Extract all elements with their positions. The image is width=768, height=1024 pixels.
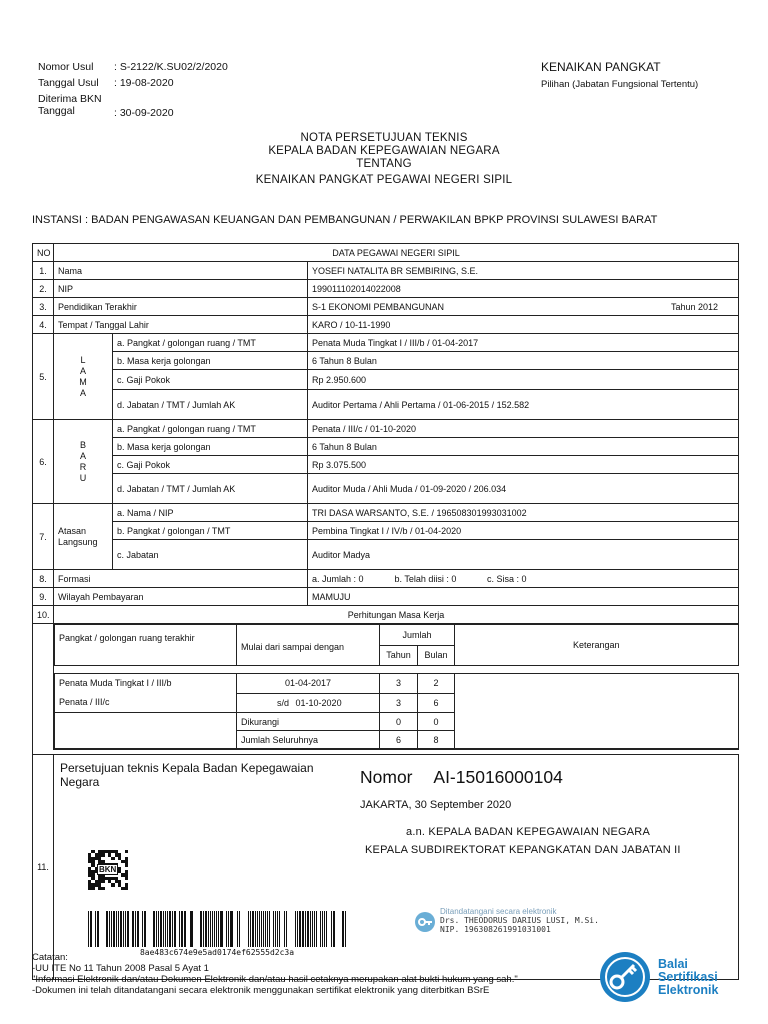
barcode-text: 8ae483c674e9e5ad0174ef62555d2c3a <box>139 948 295 957</box>
barcode-bar <box>342 911 344 947</box>
table-row <box>33 504 739 522</box>
mk-bulan-3: 0 <box>418 713 455 731</box>
data-header: DATA PEGAWAI NEGERI SIPIL <box>54 244 739 262</box>
mk-bulan-1: 2 <box>418 674 455 694</box>
barcode-bar <box>170 911 171 947</box>
barcode-bar <box>165 911 166 947</box>
bsre-text-2: Sertifikasi <box>658 969 718 984</box>
barcode-bar <box>305 911 306 947</box>
barcode-bar <box>241 911 242 947</box>
catatan-title: Catatan: <box>32 952 68 963</box>
barcode-bar <box>132 911 133 947</box>
catatan-line-1: -UU ITE No 11 Tahun 2008 Pasal 5 Ayat 1 <box>32 963 209 974</box>
row-label: c. Gaji Pokok <box>113 456 308 474</box>
row-no: 8. <box>33 570 54 588</box>
barcode-bar <box>246 911 247 947</box>
barcode-bar <box>203 911 204 947</box>
row-value: YOSEFI NATALITA BR SEMBIRING, S.E. <box>308 262 739 280</box>
barcode-bar <box>255 911 257 947</box>
row-value: Auditor Pertama / Ahli Pertama / 01-06-2015 / 152.582 <box>308 390 739 420</box>
row-label: NIP <box>54 280 308 298</box>
place-date: JAKARTA, 30 September 2020 <box>360 799 512 811</box>
barcode-bar <box>218 911 219 947</box>
mk-jumlah: Jumlah Seluruhnya <box>237 731 380 749</box>
barcode-bar <box>106 911 108 947</box>
barcode-bar <box>127 911 129 947</box>
barcode-bar <box>174 911 176 947</box>
barcode-bar <box>109 911 110 947</box>
masa-kerja-table <box>54 624 739 749</box>
barcode-bar <box>116 911 117 947</box>
table-row <box>55 674 739 694</box>
barcode-bar <box>336 911 337 947</box>
row-value <box>308 570 739 588</box>
barcode-bar <box>194 911 195 947</box>
barcode-bar <box>167 911 168 947</box>
nomor-usul-value: : S-2122/K.SU02/2/2020 <box>114 61 228 73</box>
jabatan-penandatangan: KEPALA SUBDIREKTORAT KEPANGKATAN DAN JABATAN II <box>365 844 681 856</box>
barcode-bar <box>212 911 213 947</box>
barcode-bar <box>181 911 182 947</box>
barcode-bar <box>331 911 332 947</box>
barcode-bar <box>318 911 319 947</box>
row-label: a. Pangkat / golongan ruang / TMT <box>113 420 308 438</box>
barcode-bar <box>230 911 231 947</box>
barcode-bar <box>279 911 281 947</box>
barcode-bar <box>95 911 96 947</box>
barcode <box>88 911 346 957</box>
bsre-text-3: Elektronik <box>658 982 719 997</box>
bsre-logo-icon <box>598 950 652 1004</box>
barcode-bar <box>137 911 139 947</box>
barcode-bar <box>224 911 225 947</box>
mk-header-tahun: Tahun <box>380 645 418 666</box>
barcode-bar <box>220 911 221 947</box>
mk-tahun-2: 3 <box>380 693 418 713</box>
tahun-lulus: Tahun 2012 <box>670 301 719 312</box>
barcode-bar <box>308 911 309 947</box>
table-row <box>33 316 739 334</box>
row-value: 6 Tahun 8 Bulan <box>308 352 739 370</box>
barcode-bar <box>314 911 315 947</box>
row-no: 5. <box>33 334 54 420</box>
row-label: Tempat / Tanggal Lahir <box>54 316 308 334</box>
bsre-key-icon <box>414 911 436 933</box>
barcode-bar <box>228 911 229 947</box>
barcode-bar <box>172 911 173 947</box>
barcode-bar <box>88 911 89 947</box>
barcode-bar <box>156 911 157 947</box>
table-row <box>33 298 739 316</box>
barcode-bar <box>100 911 101 947</box>
catatan-line-3: -Dokumen ini telah ditandatangani secara elektronik menggunakan sertifikat elektronik yang diterbitkan BSrE <box>32 985 490 996</box>
barcode-bar <box>163 911 164 947</box>
barcode-bar <box>130 911 131 947</box>
title-line-2: KEPALA BADAN KEPEGAWAIAN NEGARA <box>268 145 500 157</box>
an-kepala: a.n. KEPALA BADAN KEPEGAWAIAN NEGARA <box>406 826 650 838</box>
barcode-bar <box>234 911 236 947</box>
table-row <box>33 588 739 606</box>
mk-pangkat-cell <box>55 674 237 713</box>
mk-header-jumlah: Jumlah <box>380 625 455 646</box>
tanggal-usul-label: Tanggal Usul <box>38 77 99 89</box>
barcode-bar <box>295 911 297 947</box>
barcode-bar <box>113 911 115 947</box>
qr-bkn-label: BKN <box>99 865 117 874</box>
barcode-bar <box>120 911 121 947</box>
bsre-text-1: Balai <box>658 956 688 971</box>
barcode-bar <box>288 911 289 947</box>
barcode-bar <box>310 911 311 947</box>
catatan-line-2: "Informasi Elektronik dan/atau Dokumen Elektronik dan/atau hasil cetaknya merupakan alat bukti hukum yang sah." <box>32 974 518 985</box>
bsre-logo <box>598 950 718 1004</box>
barcode-bar <box>216 911 217 947</box>
barcode-bar <box>187 911 189 947</box>
barcode-bar <box>275 911 276 947</box>
lama-label: L A M A <box>54 334 113 420</box>
row-value: KARO / 10-11-1990 <box>308 316 739 334</box>
barcode-bar <box>196 911 198 947</box>
barcode-bar <box>281 911 283 947</box>
sig-name: Drs. THEODORUS DARIUS LUSI, M.Si. <box>440 916 599 925</box>
baru-label: B A R U <box>54 420 113 504</box>
barcode-bar <box>221 911 223 947</box>
barcode-bar <box>320 911 321 947</box>
row-no: 11. <box>33 755 54 980</box>
mk-header-bulan: Bulan <box>418 645 455 666</box>
title-line-3: TENTANG <box>356 158 412 170</box>
barcode-bar <box>263 911 264 947</box>
mk-tahun-3: 0 <box>380 713 418 731</box>
row-label: c. Gaji Pokok <box>113 370 308 390</box>
nomor <box>360 767 563 788</box>
barcode-bar <box>123 911 124 947</box>
persetujuan-text: Persetujuan teknis Kepala Badan Kepegawaian Negara <box>60 761 314 789</box>
mk-date-1: 01-04-2017 <box>237 674 380 694</box>
instansi: INSTANSI : BADAN PENGAWASAN KEUANGAN DAN PEMBANGUNAN / PERWAKILAN BPKP PROVINSI SULAWESI BARAT <box>32 214 658 226</box>
barcode-bar <box>208 911 210 947</box>
row-label: Formasi <box>54 570 308 588</box>
bsre-text <box>658 958 718 997</box>
mk-date-2 <box>237 693 380 713</box>
mk-header-keterangan: Keterangan <box>455 625 739 666</box>
masa-kerja-header: Perhitungan Masa Kerja <box>54 606 739 624</box>
row-value: 199011102014022008 <box>308 280 739 298</box>
barcode-bar <box>205 911 207 947</box>
row-label: d. Jabatan / TMT / Jumlah AK <box>113 390 308 420</box>
barcode-bar <box>284 911 285 947</box>
row-label: a. Pangkat / golongan ruang / TMT <box>113 334 308 352</box>
row-value: TRI DASA WARSANTO, S.E. / 196508301993031002 <box>308 504 739 522</box>
barcode-bar <box>267 911 268 947</box>
barcode-bar <box>104 911 105 947</box>
row-label: b. Masa kerja golongan <box>113 352 308 370</box>
barcode-bar <box>191 911 193 947</box>
mk-dikurangi: Dikurangi <box>237 713 380 731</box>
right-title: KENAIKAN PANGKAT <box>541 60 661 74</box>
table-row <box>33 262 739 280</box>
barcode-bar <box>286 911 288 947</box>
barcode-bar <box>140 911 142 947</box>
barcode-bar <box>190 911 191 947</box>
barcode-bar <box>210 911 211 947</box>
table-row <box>33 570 739 588</box>
row-no: 9. <box>33 588 54 606</box>
header-left <box>38 61 228 119</box>
mk-sd: s/d <box>277 697 290 708</box>
formasi-jumlah: a. Jumlah : 0 <box>312 573 364 584</box>
barcode-bar <box>322 911 323 947</box>
sig-nip: NIP. 196308261991031001 <box>440 925 551 934</box>
barcode-bar <box>214 911 215 947</box>
barcode-bar <box>158 911 160 947</box>
row-label: Wilayah Pembayaran <box>54 588 308 606</box>
barcode-bar <box>226 911 227 947</box>
barcode-bar <box>277 911 278 947</box>
row-value: MAMUJU <box>308 588 739 606</box>
barcode-bar <box>121 911 122 947</box>
barcode-bar <box>316 911 318 947</box>
barcode-bar <box>252 911 254 947</box>
atasan-label: Atasan Langsung <box>54 504 113 570</box>
barcode-bar <box>250 911 251 947</box>
mk-keterangan <box>455 674 739 749</box>
mk-bulan-4: 8 <box>418 731 455 749</box>
qr-module <box>125 887 128 890</box>
row-value: Penata Muda Tingkat I / III/b / 01-04-2017 <box>308 334 739 352</box>
table-row <box>33 755 739 980</box>
barcode-bar <box>179 911 180 947</box>
barcode-bar <box>97 911 99 947</box>
row-value: 6 Tahun 8 Bulan <box>308 438 739 456</box>
signature-cell <box>54 755 739 980</box>
barcode-bar <box>102 911 104 947</box>
mk-pangkat-2: Penata / III/c <box>59 697 110 707</box>
barcode-bar <box>237 911 238 947</box>
row-value: Rp 2.950.600 <box>308 370 739 390</box>
barcode-bar <box>90 911 92 947</box>
barcode-bar <box>333 911 335 947</box>
catatan <box>32 952 518 996</box>
formasi-diisi: b. Telah diisi : 0 <box>394 573 457 584</box>
barcode-bar <box>147 911 148 947</box>
table-row <box>33 334 739 352</box>
nomor-label: Nomor <box>360 767 413 787</box>
table-row <box>33 606 739 624</box>
row-label: c. Jabatan <box>113 540 308 570</box>
title-line-4: KENAIKAN PANGKAT PEGAWAI NEGERI SIPIL <box>255 174 513 186</box>
row-value: Penata / III/c / 01-10-2020 <box>308 420 739 438</box>
barcode-bar <box>125 911 126 947</box>
mk-tahun-4: 6 <box>380 731 418 749</box>
barcode-bars <box>88 911 346 947</box>
barcode-bar <box>118 911 119 947</box>
barcode-bar <box>297 911 298 947</box>
mk-date-2-value: 01-10-2020 <box>295 697 342 708</box>
right-subtitle: Pilihan (Jabatan Fungsional Tertentu) <box>541 79 699 90</box>
barcode-bar <box>290 911 292 947</box>
row-label: b. Masa kerja golongan <box>113 438 308 456</box>
row-no: 10. <box>33 606 54 624</box>
barcode-bar <box>169 911 170 947</box>
row-label: d. Jabatan / TMT / Jumlah AK <box>113 474 308 504</box>
tanggal-value: : 30-09-2020 <box>114 107 174 119</box>
barcode-bar <box>340 911 341 947</box>
mk-header-mulai: Mulai dari sampai dengan <box>237 625 380 666</box>
barcode-bar <box>160 911 162 947</box>
tanggal-usul-value: : 19-08-2020 <box>114 77 174 89</box>
row-label: Nama <box>54 262 308 280</box>
table-row <box>33 420 739 438</box>
mk-tahun-1: 3 <box>380 674 418 694</box>
barcode-bar <box>153 911 155 947</box>
mk-pangkat-1: Penata Muda Tingkat I / III/b <box>59 678 172 688</box>
row-value: Auditor Madya <box>308 540 739 570</box>
row-no: 4. <box>33 316 54 334</box>
row-value: Rp 3.075.500 <box>308 456 739 474</box>
barcode-bar <box>200 911 202 947</box>
barcode-bar <box>177 911 178 947</box>
barcode-bar <box>293 911 294 947</box>
tanggal-label: Tanggal <box>38 105 75 117</box>
barcode-bar <box>248 911 250 947</box>
row-label: Pendidikan Terakhir <box>54 298 308 316</box>
nomor-value: AI-15016000104 <box>433 767 563 787</box>
row-value: Pembina Tingkat I / IV/b / 01-04-2020 <box>308 522 739 540</box>
barcode-bar <box>326 911 328 947</box>
barcode-bar <box>243 911 245 947</box>
e-signature <box>414 907 599 934</box>
row-no: 6. <box>33 420 54 504</box>
barcode-bar <box>312 911 313 947</box>
barcode-bar <box>328 911 330 947</box>
barcode-bar <box>231 911 233 947</box>
barcode-bar <box>184 911 186 947</box>
row-no: 3. <box>33 298 54 316</box>
qr-code-icon <box>88 850 128 890</box>
barcode-bar <box>133 911 134 947</box>
nomor-usul-label: Nomor Usul <box>38 61 94 73</box>
formasi-sisa: c. Sisa : 0 <box>487 573 527 584</box>
row-label: b. Pangkat / golongan / TMT <box>113 522 308 540</box>
diterima-bkn-label: Diterima BKN <box>38 93 102 105</box>
data-table <box>32 243 739 980</box>
barcode-bar <box>142 911 143 947</box>
barcode-bar <box>273 911 274 947</box>
barcode-bar <box>111 911 113 947</box>
row-no: 1. <box>33 262 54 280</box>
doc-title <box>0 132 768 187</box>
mk-bulan-2: 6 <box>418 693 455 713</box>
title-line-1: NOTA PERSETUJUAN TEKNIS <box>300 132 468 144</box>
barcode-bar <box>269 911 271 947</box>
barcode-bar <box>135 911 136 947</box>
no-header: NO <box>33 244 54 262</box>
table-row <box>33 280 739 298</box>
barcode-bar <box>182 911 183 947</box>
row-value <box>308 298 739 316</box>
row-no: 2. <box>33 280 54 298</box>
barcode-bar <box>93 911 95 947</box>
barcode-bar <box>345 911 346 947</box>
barcode-bar <box>324 911 325 947</box>
barcode-bar <box>149 911 151 947</box>
mk-header-pangkat: Pangkat / golongan ruang terakhir <box>55 625 237 666</box>
barcode-bar <box>265 911 266 947</box>
pendidikan-value: S-1 EKONOMI PEMBANGUNAN <box>312 301 445 312</box>
sig-caption: Ditandatangani secara elektronik <box>440 907 557 916</box>
row-value: Auditor Muda / Ahli Muda / 01-09-2020 / 206.034 <box>308 474 739 504</box>
barcode-bar <box>307 911 308 947</box>
barcode-bar <box>261 911 262 947</box>
barcode-bar <box>271 911 272 947</box>
barcode-bar <box>337 911 339 947</box>
barcode-bar <box>257 911 258 947</box>
barcode-bar <box>151 911 152 947</box>
barcode-bar <box>302 911 304 947</box>
barcode-bar <box>299 911 301 947</box>
barcode-bar <box>199 911 200 947</box>
row-no: 7. <box>33 504 54 570</box>
barcode-bar <box>144 911 146 947</box>
barcode-bar <box>239 911 241 947</box>
row-label: a. Nama / NIP <box>113 504 308 522</box>
barcode-bar <box>259 911 260 947</box>
